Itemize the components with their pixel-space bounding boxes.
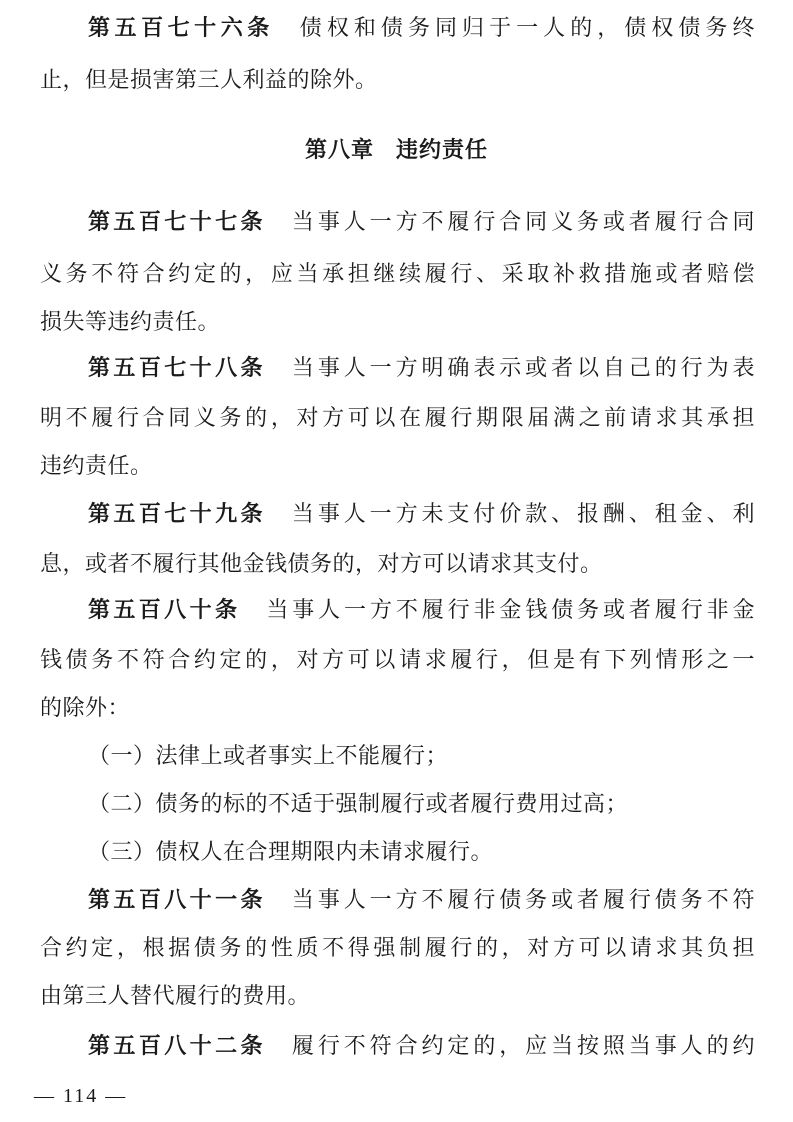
article-579-heading: 第五百七十九条: [88, 502, 266, 527]
chapter-title: 违约责任: [396, 138, 489, 163]
article-577-heading: 第五百七十七条: [88, 210, 266, 235]
article-580-line-3: 的除外：: [40, 696, 131, 721]
article-577-line-1: 第五百七十七条 当事人一方不履行合同义务或者履行合同: [88, 210, 755, 235]
article-581-line-2: 合约定，根据债务的性质不得强制履行的，对方可以请求其负担: [40, 936, 755, 961]
chapter-heading: [0, 136, 793, 166]
article-582-line-1: 第五百八十二条 履行不符合约定的，应当按照当事人的约: [88, 1034, 755, 1059]
article-582-heading: 第五百八十二条: [88, 1034, 266, 1059]
page-number: — 114 —: [34, 1085, 128, 1107]
chapter-number: 第八章: [304, 138, 374, 163]
article-579-line-2: 息，或者不履行其他金钱债务的，对方可以请求其支付。: [40, 552, 603, 577]
article-579-line-1: 第五百七十九条 当事人一方未支付价款、报酬、租金、利: [88, 502, 755, 527]
article-576-line-2: 止，但是损害第三人利益的除外。: [40, 68, 378, 93]
article-580-line-1: 第五百八十条 当事人一方不履行非金钱债务或者履行非金: [88, 598, 755, 623]
article-580-item-1: （一）法律上或者事实上不能履行；: [88, 744, 449, 769]
article-580-item-2: （二）债务的标的不适于强制履行或者履行费用过高；: [88, 792, 629, 817]
article-580-item-3: （三）债权人在合理期限内未请求履行。: [88, 840, 494, 865]
article-576-line-1: 第五百七十六条 债权和债务同归于一人的，债权债务终: [88, 16, 755, 41]
article-580-line-2: 钱债务不符合约定的，对方可以请求履行，但是有下列情形之一: [40, 648, 755, 673]
article-578-line-1: 第五百七十八条 当事人一方明确表示或者以自己的行为表: [88, 356, 755, 381]
article-577-line-2: 义务不符合约定的，应当承担继续履行、采取补救措施或者赔偿: [40, 262, 755, 287]
article-576-heading: 第五百七十六条: [88, 16, 274, 41]
article-577-line-3: 损失等违约责任。: [40, 310, 221, 335]
article-578-heading: 第五百七十八条: [88, 356, 266, 381]
article-581-heading: 第五百八十一条: [88, 888, 266, 913]
article-578-line-3: 违约责任。: [40, 454, 153, 479]
article-580-heading: 第五百八十条: [88, 598, 241, 623]
article-578-line-2: 明不履行合同义务的，对方可以在履行期限届满之前请求其承担: [40, 406, 755, 431]
article-581-line-3: 由第三人替代履行的费用。: [40, 984, 311, 1009]
article-581-line-1: 第五百八十一条 当事人一方不履行债务或者履行债务不符: [88, 888, 755, 913]
